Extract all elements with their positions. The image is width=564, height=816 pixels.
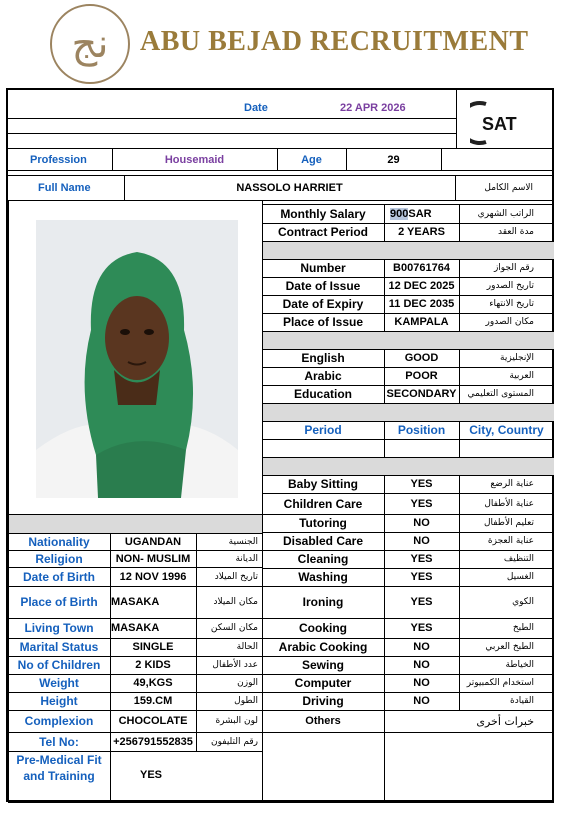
skills-11-label: Driving: [302, 694, 344, 708]
skills-1-ar: عناية الأطفال: [484, 498, 534, 509]
skills-9-label: Sewing: [301, 658, 344, 672]
skills-5-value: YES: [410, 571, 433, 583]
app-row-0-value: UGANDAN: [124, 535, 182, 548]
medical-label-2: and Training: [23, 769, 95, 783]
salary-ar: الراتب الشهري: [477, 208, 534, 219]
medical-label-1: Pre-Medical Fit: [16, 753, 102, 767]
salary-label: Monthly Salary: [280, 206, 366, 221]
app-row-3-label: Place of Birth: [20, 595, 98, 609]
languages-2-ar: المستوى التعليمي: [467, 389, 534, 399]
others-label: Others: [305, 715, 341, 727]
skills-8-label: Arabic Cooking: [278, 640, 368, 654]
app-row-3-value: MASAKA: [111, 596, 160, 608]
languages-1-value: POOR: [405, 370, 438, 382]
app-row-9-label: Complexion: [24, 714, 94, 728]
profession-label: Profession: [30, 154, 87, 166]
languages-1-label: Arabic: [304, 369, 342, 383]
app-row-1-ar: الديانة: [235, 553, 258, 564]
skills-11-ar: القيادة: [510, 696, 534, 706]
age-label: Age: [301, 154, 322, 166]
app-row-6-value: 2 KIDS: [135, 659, 171, 671]
app-row-7-label: Weight: [39, 676, 79, 690]
skills-8-value: NO: [413, 641, 430, 653]
passport-0-label: Number: [300, 261, 346, 275]
prev-col-position: Position: [397, 423, 446, 437]
full-name-value: NASSOLO HARRIET: [236, 182, 343, 194]
skills-3-ar: عناية العجزة: [487, 536, 534, 546]
contract-label: Contract Period: [277, 225, 368, 239]
medical-value: YES: [140, 769, 163, 781]
others-ar: خبرات أخرى: [476, 714, 534, 728]
skills-8-ar: الطبخ العربي: [485, 642, 534, 652]
passport-header-band: [263, 242, 554, 259]
languages-0-value: GOOD: [404, 352, 439, 364]
app-row-10-ar: رقم التليفون: [211, 736, 258, 747]
salary-unit: SAR: [408, 207, 432, 220]
salary-value: [390, 204, 432, 223]
app-row-1-label: Religion: [35, 551, 83, 566]
candidate-photo: [36, 220, 238, 498]
passport-0-ar: رقم الجواز: [493, 263, 534, 273]
skills-2-value: NO: [413, 517, 430, 529]
app-row-5-label: Marital Status: [19, 640, 99, 654]
app-row-0-ar: الجنسية: [228, 536, 258, 547]
skills-2-label: Tutoring: [299, 516, 347, 530]
skills-6-ar: الكوي: [512, 597, 534, 607]
app-row-8-label: Height: [40, 694, 78, 708]
contract-value: 2 YEARS: [398, 226, 445, 238]
skills-1-value: YES: [410, 497, 433, 510]
skills-7-label: Cooking: [299, 621, 347, 635]
languages-1-ar: العربية: [509, 371, 534, 381]
app-row-0-label: Nationality: [28, 534, 90, 549]
skills-4-ar: التنظيف: [503, 554, 534, 564]
skills-10-value: NO: [413, 677, 430, 689]
passport-2-value: 11 DEC 2035: [388, 298, 455, 310]
skills-6-label: Ironing: [302, 595, 344, 609]
languages-0-ar: الإنجليزية: [500, 353, 534, 363]
languages-header-band: [263, 332, 554, 349]
app-row-9-value: CHOCOLATE: [118, 715, 188, 727]
age-value: 29: [387, 154, 400, 166]
passport-0-value: B00761764: [393, 262, 450, 274]
app-row-10-value: +256791552835: [113, 735, 193, 748]
app-row-7-value: 49,KGS: [133, 677, 173, 689]
passport-2-label: Date of Expiry: [282, 297, 364, 311]
passport-3-ar: مكان الصدور: [485, 317, 534, 327]
passport-1-label: Date of Issue: [285, 279, 361, 293]
skills-header-band: [263, 458, 554, 475]
full-name-ar: الاسم الكامل: [484, 183, 533, 193]
skills-3-label: Disabled Care: [282, 534, 364, 548]
skills-3-value: NO: [413, 535, 430, 547]
app-row-2-ar: تاريخ الميلاد: [214, 571, 258, 582]
app-row-7-ar: الوزن: [237, 678, 258, 688]
skills-2-ar: تعليم الأطفال: [483, 518, 534, 528]
app-row-3-ar: مكان الميلاد: [213, 597, 258, 607]
logo-glyph: ﻧﺞ: [71, 21, 109, 67]
contract-ar: مدة العقد: [498, 227, 534, 237]
company-title: ABU BEJAD RECRUITMENT: [140, 26, 529, 57]
prev-col-city: City, Country: [469, 423, 544, 437]
sat-logo-text: SAT: [482, 114, 517, 134]
skills-4-label: Cleaning: [297, 552, 349, 566]
passport-1-value: 12 DEC 2025: [388, 280, 455, 292]
app-row-9-ar: لون البشرة: [215, 716, 258, 726]
prev-employment-band: [263, 404, 554, 421]
profession-value: Housemaid: [164, 154, 225, 166]
app-row-2-value: 12 NOV 1996: [119, 570, 187, 583]
languages-2-value: SECONDARY: [386, 388, 457, 400]
sat-logo: [470, 98, 540, 148]
app-row-5-value: SINGLE: [132, 641, 174, 653]
skills-5-ar: الغسيل: [506, 572, 534, 582]
app-row-8-value: 159.CM: [133, 695, 173, 707]
date-label: Date: [244, 102, 268, 114]
prev-col-period: Period: [304, 423, 342, 437]
languages-0-label: English: [301, 351, 345, 365]
app-row-5-ar: الحالة: [236, 642, 258, 652]
skills-1-label: Children Care: [283, 496, 363, 511]
skills-10-ar: استخدام الكمبيوتر: [466, 678, 534, 688]
salary-number: 900: [390, 207, 409, 220]
skills-0-ar: عناية الرضع: [490, 479, 534, 489]
skills-5-label: Washing: [298, 570, 348, 584]
app-row-2-label: Date of Birth: [23, 569, 95, 584]
languages-2-label: Education: [293, 387, 352, 401]
skills-0-label: Baby Sitting: [287, 477, 358, 491]
passport-3-label: Place of Issue: [282, 315, 364, 329]
app-row-6-label: No of Children: [17, 658, 101, 672]
app-row-4-ar: مكان السكن: [210, 623, 258, 633]
skills-7-ar: الطبخ: [512, 623, 534, 633]
skills-10-label: Computer: [294, 676, 352, 690]
passport-1-ar: تاريخ الصدور: [486, 281, 534, 291]
app-row-1-value: NON- MUSLIM: [115, 552, 191, 565]
app-row-8-ar: الطول: [234, 696, 258, 706]
application-header-band: [9, 515, 262, 533]
date-value: 22 APR 2026: [340, 102, 406, 114]
skills-11-value: NO: [413, 695, 430, 707]
skills-9-value: NO: [413, 659, 430, 671]
company-logo: [50, 4, 130, 84]
skills-0-value: YES: [410, 478, 433, 490]
passport-2-ar: تاريخ الانتهاء: [489, 299, 534, 309]
skills-6-value: YES: [410, 596, 433, 608]
skills-4-value: YES: [410, 553, 433, 565]
app-row-4-value: MASAKA: [111, 622, 160, 634]
app-row-6-ar: عدد الأطفال: [212, 660, 258, 670]
skills-9-ar: الخياطة: [505, 660, 534, 670]
app-row-4-label: Living Town: [24, 621, 94, 635]
skills-7-value: YES: [410, 622, 433, 634]
candidate-photo-art: [36, 220, 238, 498]
passport-3-value: KAMPALA: [394, 316, 449, 328]
full-name-label: Full Name: [38, 182, 91, 194]
app-row-10-label: Tel No:: [39, 734, 79, 749]
